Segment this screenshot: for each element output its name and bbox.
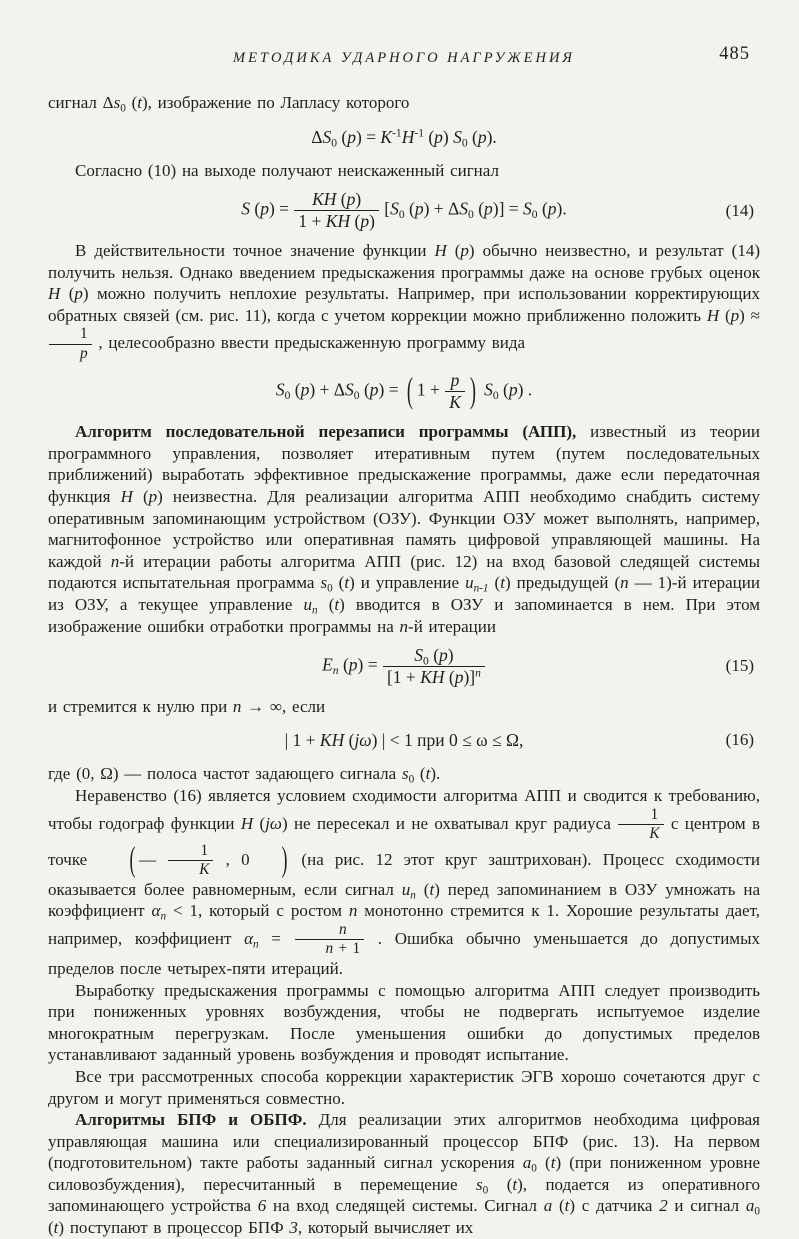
paragraph: где (0, Ω) — полоса частот задающего сигнала s0 (t).: [48, 764, 441, 786]
equation: [48, 123, 760, 151]
paragraph: Неравенство (16) является условием сходимости алгоритма АПП и сводится к требованию, чтобы годограф функции H (jω) не пересекал и не охватывал круг радиуса $\frac{1}{K}$ с центром в точке ( — $\frac{1}{K}$ , 0 ) (на рис. 12 этот круг заштрихован). Процесс сходимости оказывается более равномерным, если сигнал un (t) перед запоминанием в ОЗУ умножать на коэффициент αn < 1, который с ростом n монотонно стремится к 1. Хорошие результаты дает, например, коэффициент αn = $\frac{n}{n + 1}$ . Ошибка обычно уменьшается до допустимых пределов после четырех-пяти итераций.: [48, 786, 761, 978]
equation: [48, 726, 760, 754]
fraction: $\frac{KH (p)}{1 + KH (p)}$: [293, 190, 379, 231]
equation-body: En (p) = $\frac{S0 (p)}{[1 + KH (p)]^n}$: [322, 646, 486, 687]
paragraph: Алгоритмы БПФ и ОБПФ. Для реализации этих алгоритмов необходима цифровая управляющая машина или специализированный процессор БПФ (рис. 13). На первом (подготовительном) такте работы заданный сигнал ускорения a0 (t) (при пониженном уровне силовозбуждения), пересчитанный в перемещение s0 (t), подается из оперативного запоминающего устройства 6 на вход следящей системы. Сигнал a (t) с датчика 2 и сигнал a0 (t) поступают в процессор БПФ 3, который вычисляет их: [48, 1110, 761, 1238]
equation-body: S (p) = $\frac{KH (p)}{1 + KH (p)}$ [S0 (p) + ΔS0 (p)] = S0 (p).: [241, 189, 567, 232]
equation: [48, 190, 760, 231]
paragraph: Алгоритм последовательной перезаписи программы (АПП), известный из теории программного управления, позволяет итеративным путем (путем последовательных приближений) выработать эффективное предыскажение программы, даже если передаточная функция H (p) неизвестна. Для реализации алгоритма АПП необходимо снабдить систему оперативным запоминающим устройством (ОЗУ). Функции ОЗУ может выполнять, например, магнитофонное устройство или оперативная память цифровой управляющей машины. На каждой n-й итерации работы алгоритма АПП (рис. 12) на вход базовой следящей системы подаются испытательная программа s0 (t) и управление un-1 (t) предыдущей (n — 1)-й итерации из ОЗУ, а текущее управление un (t) вводится в ОЗУ и запоминается в нем. При этом изображение ошибки отработки программы на n-й итерации: [48, 422, 761, 636]
paragraph: Выработку предыскажения программы с помощью алгоритма АПП следует производить при пониженных уровнях возбуждения, чтобы не подвергать испытуемое изделие многократным перегрузкам. После уменьшения ошибки до допустимых пределов устанавливают заданный уровень возбуждения и проводят испытание.: [48, 980, 760, 1065]
page-number: 485: [719, 44, 750, 64]
equation-body: ΔS0 $(p) = K^{-1}H^{-1}$ (p) S0 (p).: [311, 126, 497, 149]
paragraph: Все три рассмотренных способа коррекции характеристик ЭГВ хорошо сочетаются друг с другом и могут применяться совместно.: [48, 1066, 760, 1108]
equation: [48, 646, 760, 687]
equation: [48, 371, 760, 412]
equation-number: (14): [725, 200, 754, 220]
fraction: $\frac{1}{K}$: [167, 843, 214, 879]
chapter-title: МЕТОДИКА УДАРНОГО НАГРУЖЕНИЯ: [233, 50, 575, 66]
document-body: [48, 92, 760, 1239]
paragraph: В действительности точное значение функции H (p) обычно неизвестно, и результат (14) получить нельзя. Однако введением предыскажения программы даже на основе грубых оценок H (p) можно получить неплохие результаты. Например, при использовании корректирующих обратных связей (см. рис. 11), когда с учетом коррекции можно приближенно положить H (p) ≈ $\frac{1}{p}$ , целесообразно ввести предыскаженную программу вида: [48, 240, 760, 362]
paragraph: Согласно (10) на выходе получают неискаженный сигнал: [75, 160, 499, 180]
fraction: $\frac{p}{K}$: [444, 371, 466, 412]
equation-body: S0 (p) + ΔS0 (p) = ( 1 + $\frac{p}{K}$ ) S0 (p) .: [275, 369, 533, 413]
fraction: $\frac{1}{K}$: [617, 807, 664, 843]
equation-number: (16): [725, 730, 754, 750]
running-header: [48, 44, 760, 70]
paragraph: сигнал Δs0 (t), изображение по Лапласу которого: [48, 93, 410, 115]
paragraph: и стремится к нулю при n → ∞, если: [48, 696, 326, 716]
fraction: $\frac{n}{n + 1}$: [294, 922, 366, 958]
equation-body: | 1 + KH (jω) | < 1 при 0 ≤ ω ≤ Ω,: [284, 730, 524, 751]
equation-number: (15): [725, 656, 754, 676]
fraction: $\frac{S0 (p)}{[1 + KH (p)]^n}$: [382, 646, 486, 687]
fraction: $\frac{1}{p}$: [48, 326, 93, 362]
